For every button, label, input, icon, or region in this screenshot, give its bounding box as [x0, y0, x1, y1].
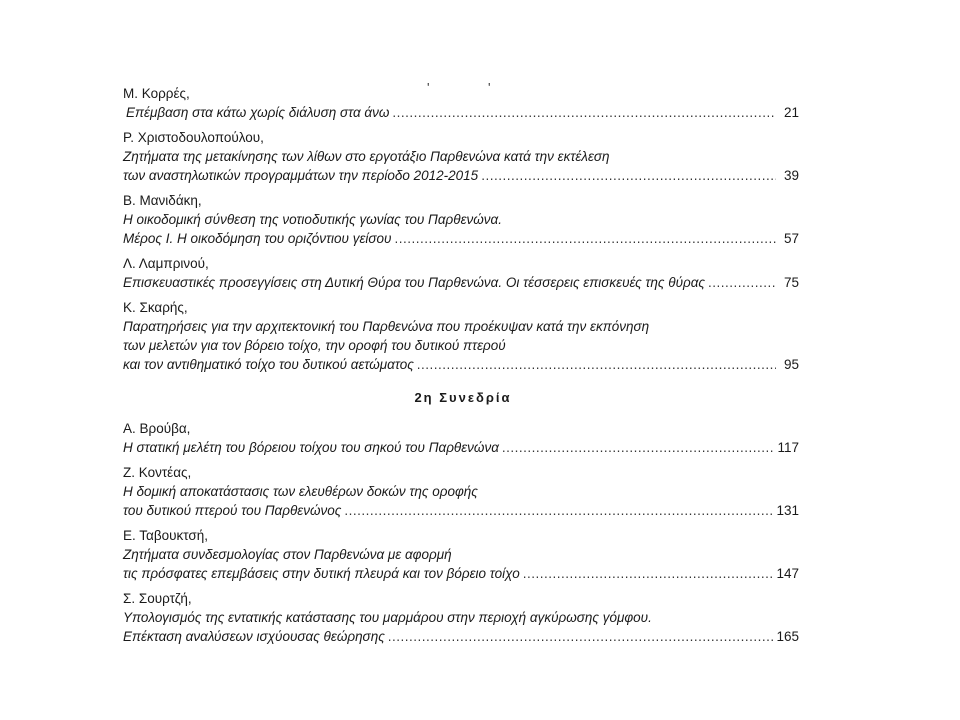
entry-title-text: Επέμβαση στα κάτω χωρίς διάλυση στα άνω: [126, 105, 390, 120]
entry-title-text: Η στατική μελέτη του βόρειου τοίχου του σηκού του Παρθενώνα: [123, 440, 499, 455]
entry-author: Μ. Κορρές,: [123, 86, 190, 101]
entry-author: Κ. Σκαρής,: [123, 300, 188, 315]
entry-author: Λ. Λαμπρινού,: [123, 256, 209, 271]
session-2-heading: 2η Συνεδρία: [414, 390, 512, 405]
entry-author: Ε. Ταβουκτσή,: [123, 528, 208, 543]
toc-entry: [123, 191, 803, 248]
top-mark: ': [488, 80, 491, 95]
entry-page-number: 21: [783, 105, 799, 120]
entry-title-line: Η δομική αποκατάστασις των ελευθέρων δοκών της οροφής: [123, 484, 478, 499]
dot-leader: [388, 627, 774, 646]
entry-author: Α. Βρούβα,: [123, 421, 191, 436]
entry-author: Ζ. Κοντέας,: [123, 465, 192, 480]
entry-title-text: των αναστηλωτικών προγραμμάτων την περίοδο 2012-2015: [123, 168, 479, 183]
entry-page-number: 117: [777, 440, 799, 455]
top-mark: ': [427, 80, 430, 95]
entry-title-last-line: [123, 229, 799, 248]
entry-title-text: τις πρόσφατες επεμβάσεις στην δυτική πλευρά και τον βόρειο τοίχο: [123, 566, 520, 581]
dot-leader: [392, 103, 776, 122]
dot-leader: [481, 166, 776, 185]
toc-entry: [123, 298, 803, 374]
entry-page-number: 165: [776, 629, 799, 644]
entry-title-line: των μελετών για τον βόρειο τοίχο, την οροφή του δυτικού πτερού: [123, 338, 506, 353]
entry-page-number: 131: [776, 503, 799, 518]
toc-entry: [123, 526, 803, 583]
toc-entry: [123, 589, 803, 646]
entry-title-line: Παρατηρήσεις για την αρχιτεκτονική του Παρθενώνα που προέκυψαν κατά την εκπόνηση: [123, 319, 650, 334]
entry-page-number: 147: [776, 566, 799, 581]
entry-title-line: Υπολογισμός της εντατικής κατάστασης του μαρμάρου στην περιοχή αγκύρωσης γόμφου.: [123, 610, 652, 625]
toc-entry: [123, 419, 803, 457]
session-2-list: [123, 419, 803, 646]
entry-title-last-line: [123, 273, 799, 292]
dot-leader: [394, 229, 776, 248]
entry-author: Ρ. Χριστοδουλοπούλου,: [123, 130, 264, 145]
dot-leader: [708, 273, 776, 292]
dot-leader: [417, 355, 776, 374]
dot-leader: [502, 438, 775, 457]
toc-entry: [123, 128, 803, 185]
entry-author: Σ. Σουρτζή,: [123, 591, 192, 606]
entry-title-text: Μέρος Ι. Η οικοδόμηση του οριζόντιου γείσου: [123, 231, 392, 246]
entry-title-line: Η οικοδομική σύνθεση της νοτιοδυτικής γωνίας του Παρθενώνα.: [123, 212, 502, 227]
entry-title-text: Επέκταση αναλύσεων ισχύουσας θεώρησης: [123, 629, 385, 644]
entry-title-last-line: [123, 501, 799, 520]
entry-page-number: 57: [783, 231, 799, 246]
dot-leader: [523, 564, 774, 583]
toc-entry: [123, 254, 803, 292]
dot-leader: [344, 501, 773, 520]
entry-title-text: και τον αντιθηματικό τοίχο του δυτικού αετώματος: [123, 357, 414, 372]
entry-title-last-line: [123, 627, 799, 646]
toc-entry: [123, 463, 803, 520]
entry-title-line: Ζητήματα συνδεσμολογίας στον Παρθενώνα με αφορμή: [123, 547, 452, 562]
entry-title-last-line: [123, 564, 799, 583]
toc-page: [123, 84, 803, 652]
entry-page-number: 39: [783, 168, 799, 183]
session-1-list: [123, 84, 803, 374]
entry-title-line: Ζητήματα της μετακίνησης των λίθων στο εργοτάξιο Παρθενώνα κατά την εκτέλεση: [123, 149, 610, 164]
toc-entry: [123, 84, 803, 122]
entry-title-text: του δυτικού πτερού του Παρθενώνος: [123, 503, 342, 518]
entry-title-last-line: [123, 103, 799, 122]
entry-page-number: 95: [783, 357, 799, 372]
entry-title-text: Επισκευαστικές προσεγγίσεις στη Δυτική Θύρα του Παρθενώνα. Οι τέσσερεις επισκευές της θύρας: [123, 275, 705, 290]
entry-page-number: 75: [783, 275, 799, 290]
entry-author: Β. Μανιδάκη,: [123, 193, 202, 208]
entry-title-last-line: [123, 166, 799, 185]
entry-title-last-line: [123, 438, 799, 457]
entry-title-last-line: [123, 355, 799, 374]
